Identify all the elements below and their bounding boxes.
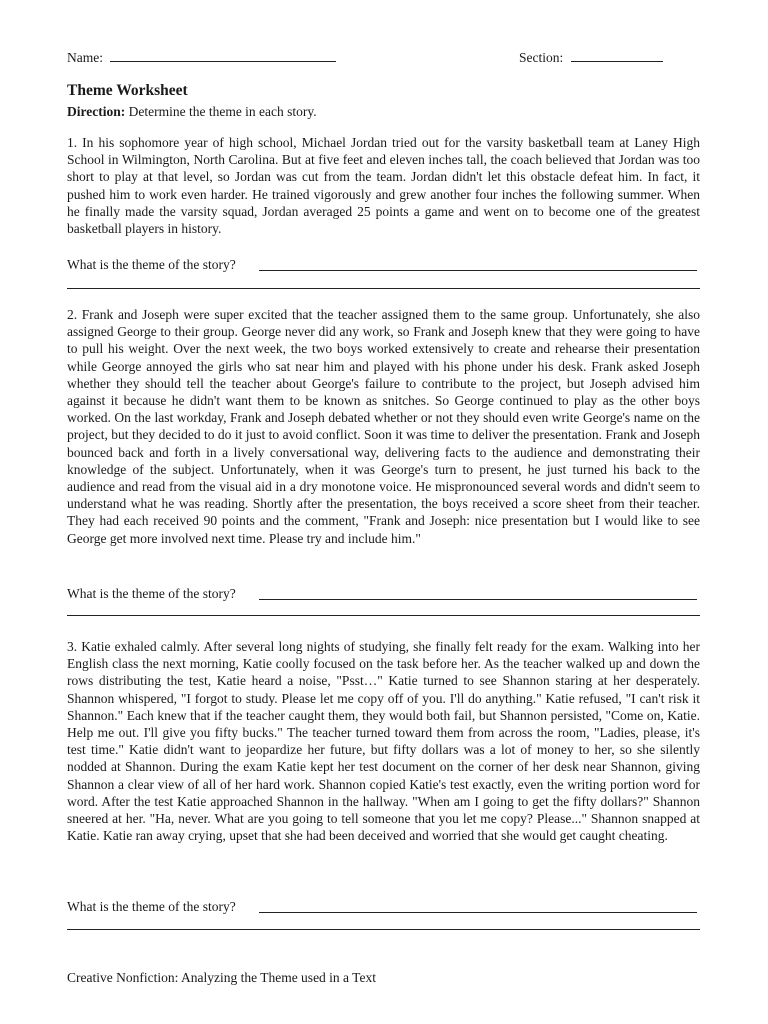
direction-text: Determine the theme in each story. [125, 104, 317, 119]
story-1-question: What is the theme of the story? [67, 257, 236, 272]
direction-line [67, 104, 317, 120]
story-3-text: 3. Katie exhaled calmly. After several long nights of studying, she finally felt ready for the exam. Walking into her English class the next morning, Katie coolly focused on the task before her. As the teacher walked up and down the rows distributing the test, Katie heard a noise, "Psst…" Katie turned to see Shannon staring at her desperately. Shannon whispered, "I forgot to study. Please let me copy off of you. I'll do anything." Katie refused, "I can't risk it Shannon." Each knew that if the teacher caught them, they would both fail, but Shannon persisted, "Come on, Katie. Help me out. I'll give you fifty bucks." The teacher turned toward them from across the room, "Ladies, please, it's test time." Katie didn't want to jeopardize her future, but fifty dollars was a lot of money to her, so she silently nodded at Shannon. During the exam Katie kept her test document on the corner of her desk near Shannon, giving Shannon a clear view of all of her hard work. Shannon copied Katie's test exactly, even the writing portion word for word. After the test Katie approached Shannon in the hallway. "When am I going to get the fifty dollars?" Shannon sneered at her. "Ha, never. What are you going to tell someone that you let me copy? Please..." Shannon snapped at Katie. Katie ran away crying, upset that she had been deceived and worried that she would get caught cheating. [67, 639, 700, 844]
name-blank-line[interactable] [110, 49, 336, 62]
story-3-question: What is the theme of the story? [67, 899, 236, 914]
footer-caption: Creative Nonfiction: Analyzing the Theme used in a Text [67, 970, 376, 985]
name-label: Name: [67, 50, 103, 65]
section-label: Section: [519, 50, 564, 65]
story-1-answer-line[interactable] [259, 270, 697, 271]
section-field [519, 49, 663, 66]
section-blank-line[interactable] [571, 49, 663, 62]
story-1-answer-line-2[interactable] [67, 288, 700, 289]
story-2-text: 2. Frank and Joseph were super excited that the teacher assigned them to the same group. Unfortunately, she also assigned George to their group. George never did any work, so Frank and Joseph knew that they were going to have to pull his weight. Over the next week, the two boys worked extensively to create and rehearse their presentation while George annoyed the girls who sat near him and played with his phone under his desk. Frank asked Joseph whether they should tell the teacher about George's failure to contribute to the project, but Joseph advised him against it because he didn't want them to be known as snitches. So George continued to play as the other boys worked. On the last workday, Frank and Joseph debated whether or not they should even write George's name on the project, but they decided to do it just to avoid conflict. Soon it was time to deliver the presentation. Frank and Joseph bounced back and forth in a lively conversational way, delivering facts to the audience and demonstrating their knowledge of the subject. Unfortunately, when it was George's turn to present, he just turned his back to the audience and read from the visual aid in a dry monotone voice. He mispronounced several words and didn't seem to understand what he was reading. Shortly after the presentation, the boys received a score sheet from their teacher. They had each received 90 points and the comment, "Frank and Joseph: nice presentation but I would like to see George get more involved next time. Please try and include him." [67, 307, 700, 546]
story-2-question: What is the theme of the story? [67, 586, 236, 601]
story-3-answer-line[interactable] [259, 912, 697, 913]
page-title: Theme Worksheet [67, 82, 188, 99]
story-2-answer-line[interactable] [259, 599, 697, 600]
name-field [67, 49, 336, 66]
story-2-answer-line-2[interactable] [67, 615, 700, 616]
story-3-answer-line-2[interactable] [67, 929, 700, 930]
direction-label: Direction: [67, 104, 126, 119]
story-1-text: 1. In his sophomore year of high school, Michael Jordan tried out for the varsity basketball team at Laney High School in Wilmington, North Carolina. But at five feet and eleven inches tall, the coach believed that Jordan was too short to play at that level, so Jordan was cut from the team. Jordan didn't let this obstacle defeat him. In fact, it pushed him to work even harder. He trained vigorously and grew another four inches the following summer. When he finally made the varsity squad, Jordan averaged 25 points a game and went on to become one of the greatest basketball players in history. [67, 135, 700, 237]
